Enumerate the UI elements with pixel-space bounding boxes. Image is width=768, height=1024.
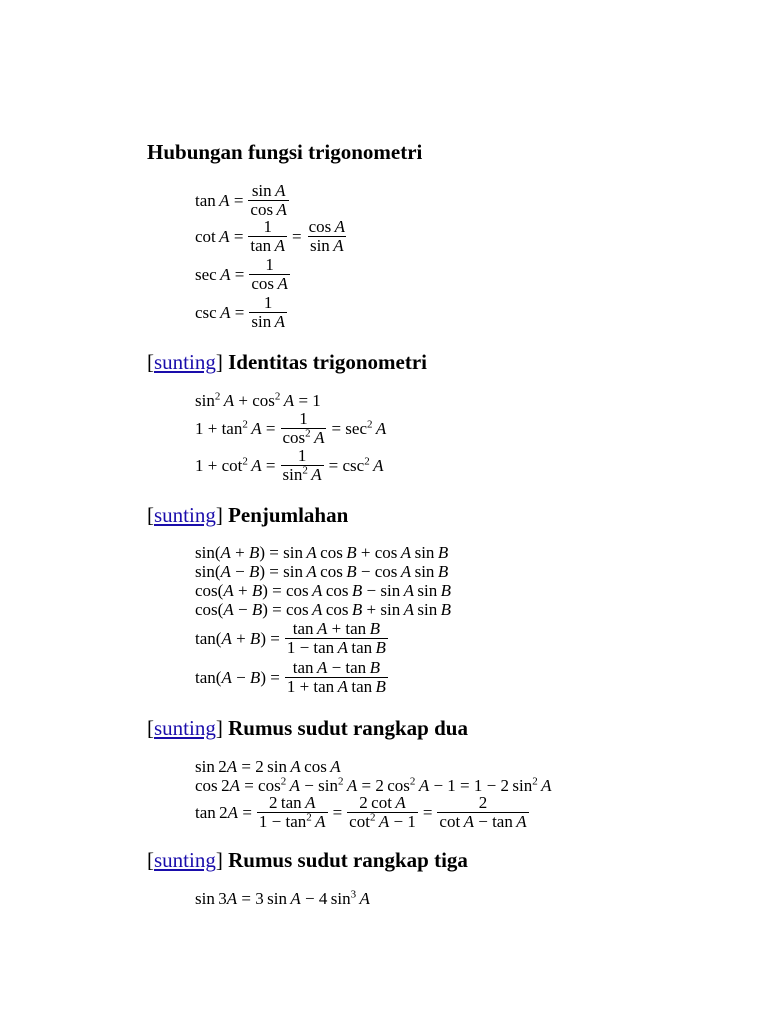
equation-sin-sum: sin(A + B) = sin A cos B + cos A sin B (195, 543, 449, 562)
section-heading-hubungan (147, 140, 422, 164)
equation-sin-triple: sin 3A = 3 sin A − 4 $\sin^3 A$ (195, 888, 370, 908)
equation-tan-diff: tan(A − B) = $\frac{\text{tan A − tan B}}{\text{1 + tan A tan B}}$ (195, 658, 386, 696)
equation-pythagorean: $\sin^2 A + \cos^2 A = 1$ (195, 390, 321, 410)
section-title: Hubungan fungsi trigonometri (147, 140, 423, 164)
equation-tan: tan A = $\frac{\text{sin A}}{\text{cos A}}$ (195, 181, 287, 219)
equation-tan-sec: $1 + \tan^2 A$ = $\frac{1}{\cos^2 A}$ = $\sec^2 A$ (195, 409, 387, 447)
section-heading-rangkap-dua: [sunting] Rumus sudut rangkap dua (147, 716, 468, 740)
equation-sec: sec A = $\frac{1}{\text{cos A}}$ (195, 255, 288, 293)
equation-cos-double: $\cos 2A = \cos^2 A - \sin^2 A = 2$ $\cos^2 A - 1 = 1 - 2$ $\sin^2 A$ (195, 775, 552, 795)
section-heading-penjumlahan: [sunting] Penjumlahan (147, 503, 349, 527)
edit-link-rangkap-tiga[interactable]: sunting (154, 848, 216, 872)
section-title: Penjumlahan (228, 503, 349, 527)
equation-cot: cot A = $\frac{1}{\text{tan A}}$ = $\frac{\text{cos A}}{\text{sin A}}$ (195, 217, 346, 255)
equation-tan-sum: tan(A + B) = $\frac{\text{tan A + tan B}}{\text{1 − tan A tan B}}$ (195, 619, 386, 657)
equation-cot-csc: $1 + \cot^2 A$ = $\frac{1}{\sin^2 A}$ = $\csc^2 A$ (195, 446, 384, 484)
equation-tan-double: tan 2A = $\frac{\text{2 tan A}}{1 - \tan^2 A}$ = $\frac{\text{2 cot A}}{\cot^2 A - 1}$ = $\frac{2}{\text{cot A − tan A}}$ (195, 793, 527, 831)
equation-sin-diff: sin(A − B) = sin A cos B − cos A sin B (195, 562, 449, 581)
equation-cos-diff: cos(A − B) = cos A cos B + sin A sin B (195, 600, 452, 619)
section-heading-rangkap-tiga: [sunting] Rumus sudut rangkap tiga (147, 848, 468, 872)
equation-sin-double: sin 2A = 2 sin A cos A (195, 757, 341, 776)
section-title: Rumus sudut rangkap dua (228, 716, 468, 740)
edit-link-rangkap-dua[interactable]: sunting (154, 716, 216, 740)
section-title: Rumus sudut rangkap tiga (228, 848, 468, 872)
section-title: Identitas trigonometri (228, 350, 427, 374)
equation-csc: csc A = $\frac{1}{\text{sin A}}$ (195, 293, 285, 331)
equation-cos-sum: cos(A + B) = cos A cos B − sin A sin B (195, 581, 452, 600)
section-heading-identitas: [sunting] Identitas trigonometri (147, 350, 427, 374)
edit-link-identitas[interactable]: sunting (154, 350, 216, 374)
edit-link-penjumlahan[interactable]: sunting (154, 503, 216, 527)
